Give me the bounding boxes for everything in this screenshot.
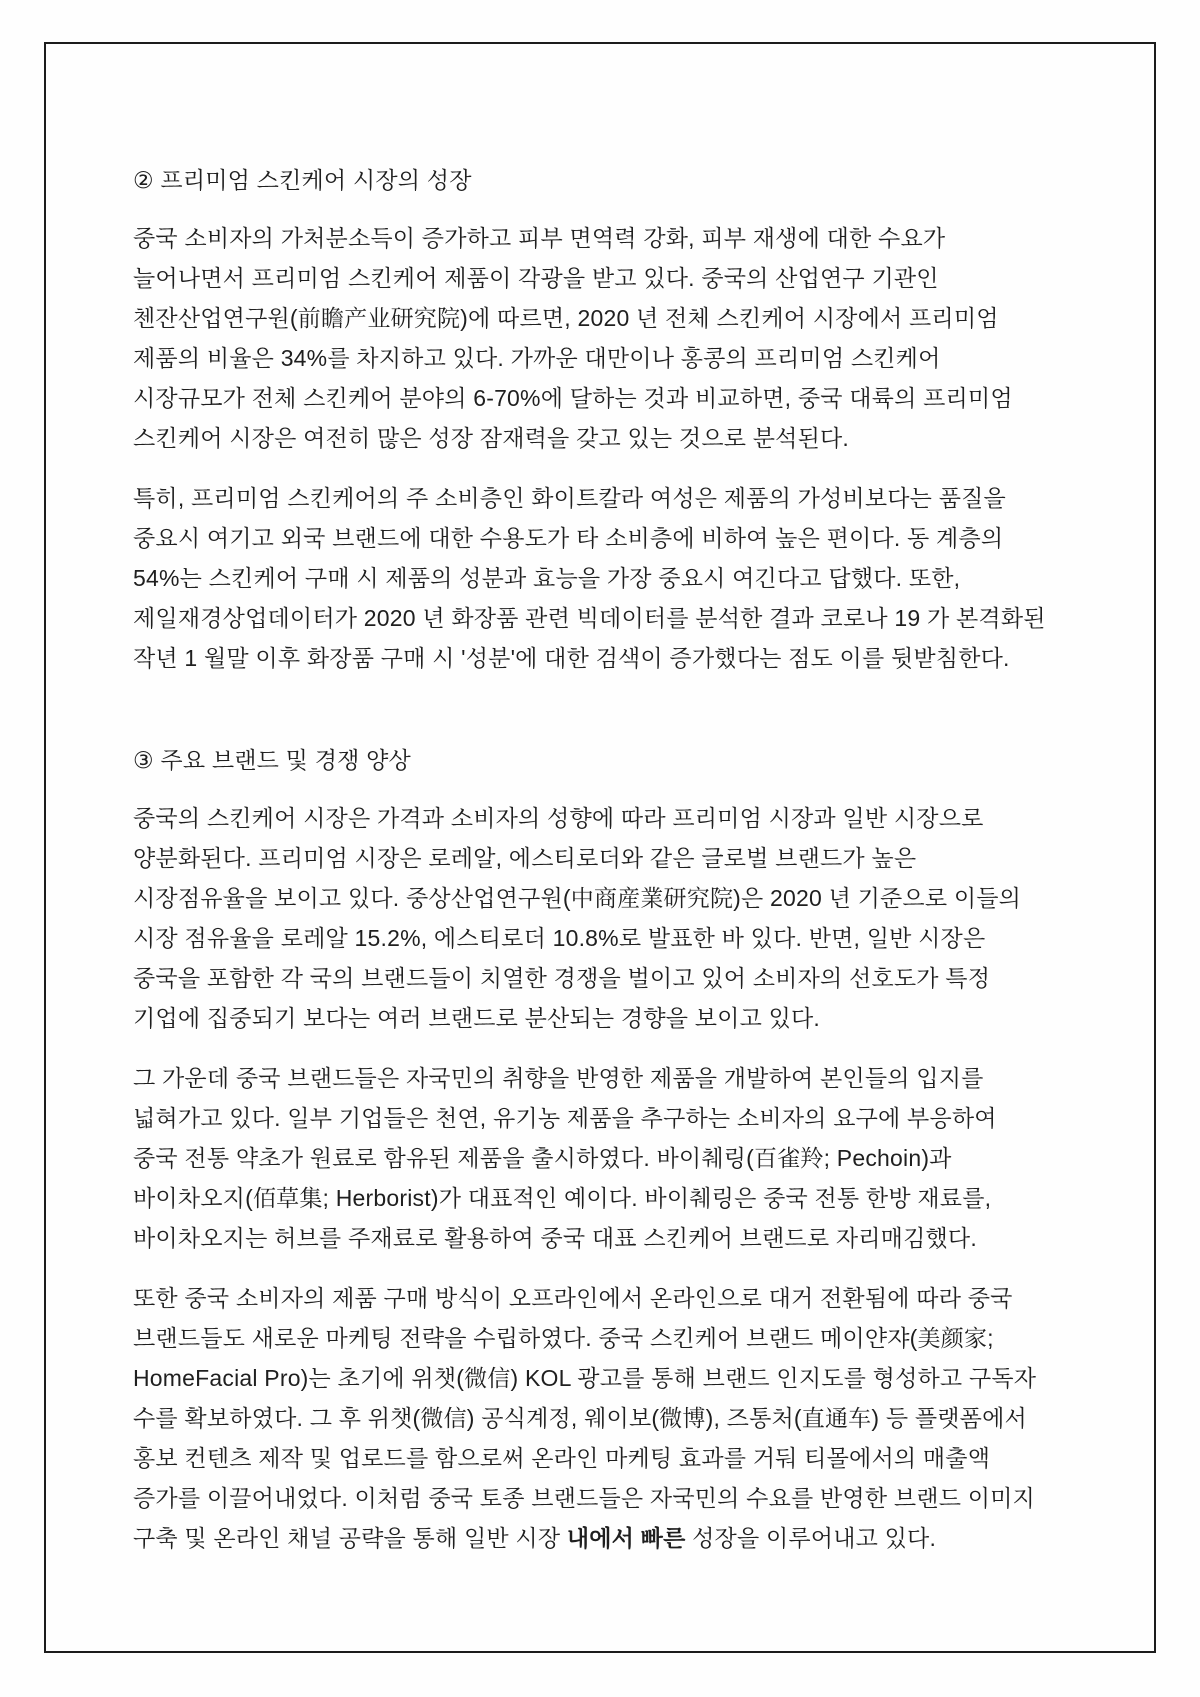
section-major-brands-competition <box>133 740 1087 1558</box>
text-line: 첸잔산업연구원(前瞻产业研究院)에 따르면, 2020 년 전체 스킨케어 시장에서 프리미엄 <box>133 305 999 331</box>
section-heading: ③ 주요 브랜드 및 경쟁 양상 <box>133 747 411 773</box>
text-line: 시장규모가 전체 스킨케어 분야의 6-70%에 달하는 것과 비교하면, 중국 대륙의 프리미엄 <box>133 385 1013 411</box>
text-line: 작년 1 월말 이후 화장품 구매 시 '성분'에 대한 검색이 증가했다는 점도 이를 뒷받침한다. <box>133 645 1010 671</box>
paragraph <box>133 478 1087 678</box>
text-line: 특히, 프리미엄 스킨케어의 주 소비층인 화이트칼라 여성은 제품의 가성비보다는 품질을 <box>133 485 1006 511</box>
text-line: 바이차오지(佰草集; Herborist)가 대표적인 예이다. 바이췌링은 중국 전통 한방 재료를, <box>133 1185 992 1211</box>
section-heading: ② 프리미엄 스킨케어 시장의 성장 <box>133 167 472 193</box>
text-line: 중국 소비자의 가처분소득이 증가하고 피부 면역력 강화, 피부 재생에 대한 수요가 <box>133 225 946 251</box>
text-line: 중요시 여기고 외국 브랜드에 대한 수용도가 타 소비층에 비하여 높은 편이다. 동 계층의 <box>133 525 1004 551</box>
paragraph <box>133 1278 1087 1558</box>
text-line: 늘어나면서 프리미엄 스킨케어 제품이 각광을 받고 있다. 중국의 산업연구 기관인 <box>133 265 939 291</box>
text-line: 증가를 이끌어내었다. 이처럼 중국 토종 브랜드들은 자국민의 수요를 반영한 브랜드 이미지 <box>133 1485 1035 1511</box>
text-line: 브랜드들도 새로운 마케팅 전략을 수립하였다. 중국 스킨케어 브랜드 메이얀쟈(美颜家; <box>133 1325 994 1351</box>
text-line: 기업에 집중되기 보다는 여러 브랜드로 분산되는 경향을 보이고 있다. <box>133 1005 821 1031</box>
text-line: 중국을 포함한 각 국의 브랜드들이 치열한 경쟁을 벌이고 있어 소비자의 선호도가 특정 <box>133 965 991 991</box>
paragraph <box>133 218 1087 458</box>
document-body <box>133 160 1087 1578</box>
text-line: HomeFacial Pro)는 초기에 위챗(微信) KOL 광고를 통해 브랜드 인지도를 형성하고 구독자 <box>133 1365 1037 1391</box>
text-line: 시장 점유율을 로레알 15.2%, 에스티로더 10.8%로 발표한 바 있다. 반면, 일반 시장은 <box>133 925 986 951</box>
text-segment: 성장을 이루어내고 있다. <box>685 1525 937 1551</box>
text-line: 제품의 비율은 34%를 차지하고 있다. 가까운 대만이나 홍콩의 프리미엄 스킨케어 <box>133 345 941 371</box>
text-line: 바이차오지는 허브를 주재료로 활용하여 중국 대표 스킨케어 브랜드로 자리매김했다. <box>133 1225 977 1251</box>
text-line <box>133 1518 1087 1558</box>
paragraph <box>133 1058 1087 1258</box>
paragraph <box>133 798 1087 1038</box>
text-line: 홍보 컨텐츠 제작 및 업로드를 함으로써 온라인 마케팅 효과를 거둬 티몰에서의 매출액 <box>133 1445 991 1471</box>
text-line: 54%는 스킨케어 구매 시 제품의 성분과 효능을 가장 중요시 여긴다고 답했다. 또한, <box>133 565 961 591</box>
text-line: 넓혀가고 있다. 일부 기업들은 천연, 유기농 제품을 추구하는 소비자의 요구에 부응하여 <box>133 1105 997 1131</box>
text-line: 중국 전통 약초가 원료로 함유된 제품을 출시하였다. 바이췌링(百雀羚; Pechoin)과 <box>133 1145 952 1171</box>
text-line: 시장점유율을 보이고 있다. 중상산업연구원(中商産業研究院)은 2020 년 기준으로 이들의 <box>133 885 1022 911</box>
text-line: 그 가운데 중국 브랜드들은 자국민의 취향을 반영한 제품을 개발하여 본인들의 입지를 <box>133 1065 984 1091</box>
text-line: 양분화된다. 프리미엄 시장은 로레알, 에스티로더와 같은 글로벌 브랜드가 높은 <box>133 845 917 871</box>
text-line: 제일재경상업데이터가 2020 년 화장품 관련 빅데이터를 분석한 결과 코로나 19 가 본격화된 <box>133 605 1046 631</box>
text-line: 또한 중국 소비자의 제품 구매 방식이 오프라인에서 온라인으로 대거 전환됨에 따라 중국 <box>133 1285 1013 1311</box>
text-line: 스킨케어 시장은 여전히 많은 성장 잠재력을 갖고 있는 것으로 분석된다. <box>133 425 850 451</box>
section-premium-skincare-growth <box>133 160 1087 678</box>
text-segment: 구축 및 온라인 채널 공략을 통해 일반 시장 <box>133 1525 567 1551</box>
text-line: 중국의 스킨케어 시장은 가격과 소비자의 성향에 따라 프리미엄 시장과 일반 시장으로 <box>133 805 984 831</box>
text-line: 수를 확보하였다. 그 후 위챗(微信) 공식계정, 웨이보(微博), 즈통처(直通车) 등 플랫폼에서 <box>133 1405 1027 1431</box>
bold-text: 내에서 빠른 <box>566 1525 686 1551</box>
